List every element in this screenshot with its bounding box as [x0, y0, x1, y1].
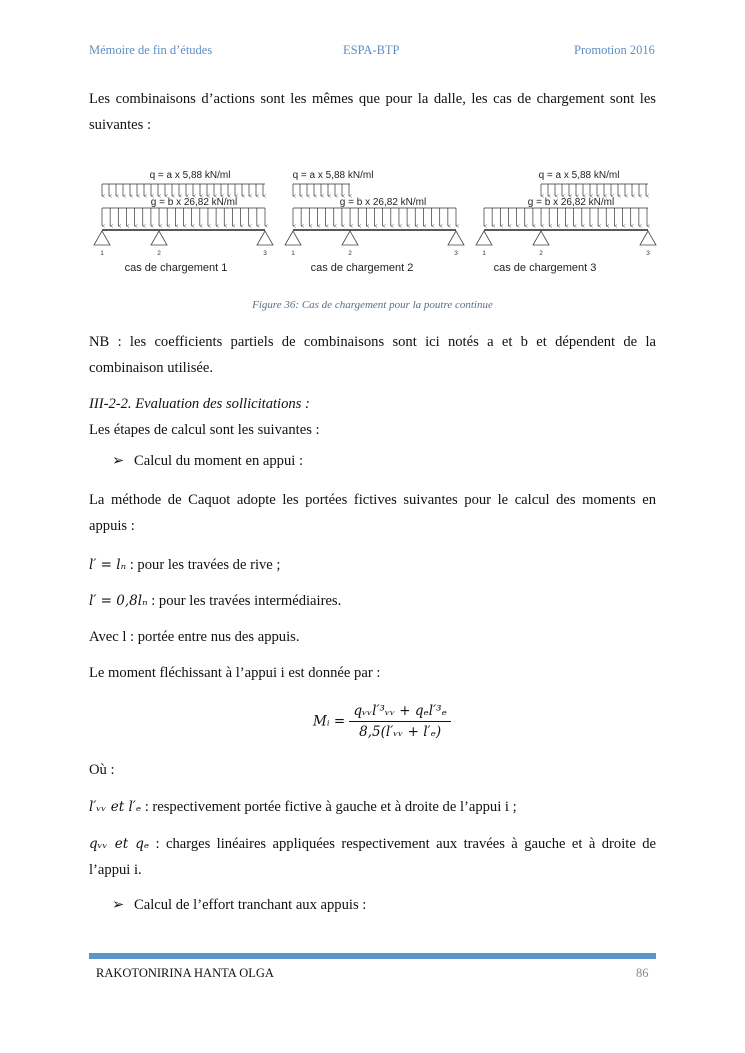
support-icon: [285, 231, 301, 245]
header-right: Promotion 2016: [574, 43, 655, 57]
nb-line-2: combinaison utilisée.: [89, 360, 214, 376]
support-label: 3: [646, 250, 650, 257]
arrow-bullet-icon: ➢: [112, 453, 125, 469]
q-load-label: q = a x 5,88 kN/ml: [149, 170, 231, 181]
support-icon: [257, 231, 273, 245]
footer-author: RAKOTONIRINA HANTA OLGA: [96, 966, 274, 980]
bullet-effort: ➢ Calcul de l’effort tranchant aux appuis :: [112, 897, 367, 913]
g-load-label: g = b x 26,82 kN/ml: [527, 197, 615, 208]
loading-case-3: [476, 170, 656, 274]
page-number: 86: [636, 966, 649, 980]
support-label: 1: [291, 250, 295, 257]
def-charges-line-2: l’appui i.: [89, 862, 142, 878]
def-portees: l′ᵥᵥ et l′ₑ : respectivement portée fictive à gauche et à droite de l’appui i ;: [89, 799, 517, 815]
q-load-label: q = a x 5,88 kN/ml: [538, 170, 620, 181]
avec-line: Avec l : portée entre nus des appuis.: [89, 629, 300, 645]
nb-line-1: NB : les coefficients partiels de combinaisons sont ici notés a et b et dépendent de la: [89, 334, 656, 350]
intro-line-1: Les combinaisons d’actions sont les mêmes que pour la dalle, les cas de chargement sont les: [89, 91, 656, 107]
loading-cases-figure: [88, 160, 668, 285]
support-label: 3: [263, 250, 267, 257]
moment-intro: Le moment fléchissant à l’appui i est donnée par :: [89, 665, 381, 681]
support-label: 2: [157, 250, 161, 257]
section-intro: Les étapes de calcul sont les suivantes :: [89, 422, 320, 438]
formula-denominator: 8,5(l′ᵥᵥ + l′ₑ): [359, 724, 442, 740]
figure-caption: Figure 36: Cas de chargement pour la poutre continue: [252, 299, 493, 311]
header-center: ESPA-BTP: [343, 43, 400, 57]
support-label: 1: [482, 250, 486, 257]
support-icon: [448, 231, 464, 245]
case-label: cas de chargement 3: [493, 262, 597, 274]
arrow-bullet-icon: ➢: [112, 897, 125, 913]
support-icon: [640, 231, 656, 245]
rule-rive: l′ = lₙ : pour les travées de rive ;: [89, 557, 281, 573]
formula-lhs: Mᵢ =: [313, 713, 346, 730]
caquot-line-1: La méthode de Caquot adopte les portées fictives suivantes pour le calcul des moments en: [89, 492, 656, 508]
support-icon: [151, 231, 167, 245]
q-load-label: q = a x 5,88 kN/ml: [292, 170, 374, 181]
g-load-label: g = b x 26,82 kN/ml: [150, 197, 238, 208]
case-label: cas de chargement 1: [124, 262, 228, 274]
loading-case-2: [285, 170, 464, 274]
section-title: III-2-2. Evaluation des sollicitations :: [89, 396, 310, 412]
header-left: Mémoire de fin d’études: [89, 43, 213, 57]
bullet-moment: ➢ Calcul du moment en appui :: [112, 453, 304, 469]
case-label: cas de chargement 2: [310, 262, 414, 274]
rule-intermediaire: l′ = 0,8lₙ : pour les travées intermédiaires.: [89, 593, 342, 609]
support-icon: [476, 231, 492, 245]
ou-line: Où :: [89, 762, 115, 778]
support-label: 3: [454, 250, 458, 257]
support-icon: [533, 231, 549, 245]
formula-numerator: qᵥᵥl′³ᵥᵥ + qₑl′³ₑ: [349, 703, 450, 722]
support-icon: [342, 231, 358, 245]
footer-bar: [89, 953, 656, 959]
caquot-line-2: appuis :: [89, 518, 135, 534]
loading-case-1: [94, 170, 273, 274]
def-charges-line-1: qᵥᵥ et qₑ : charges linéaires appliquées respectivement aux travées à gauche et à droite de: [89, 836, 656, 852]
support-icon: [94, 231, 110, 245]
support-label: 2: [539, 250, 543, 257]
support-label: 1: [100, 250, 104, 257]
moment-formula: [313, 703, 451, 740]
intro-line-2: suivantes :: [89, 117, 152, 133]
support-label: 2: [348, 250, 352, 257]
g-load-label: g = b x 26,82 kN/ml: [339, 197, 427, 208]
